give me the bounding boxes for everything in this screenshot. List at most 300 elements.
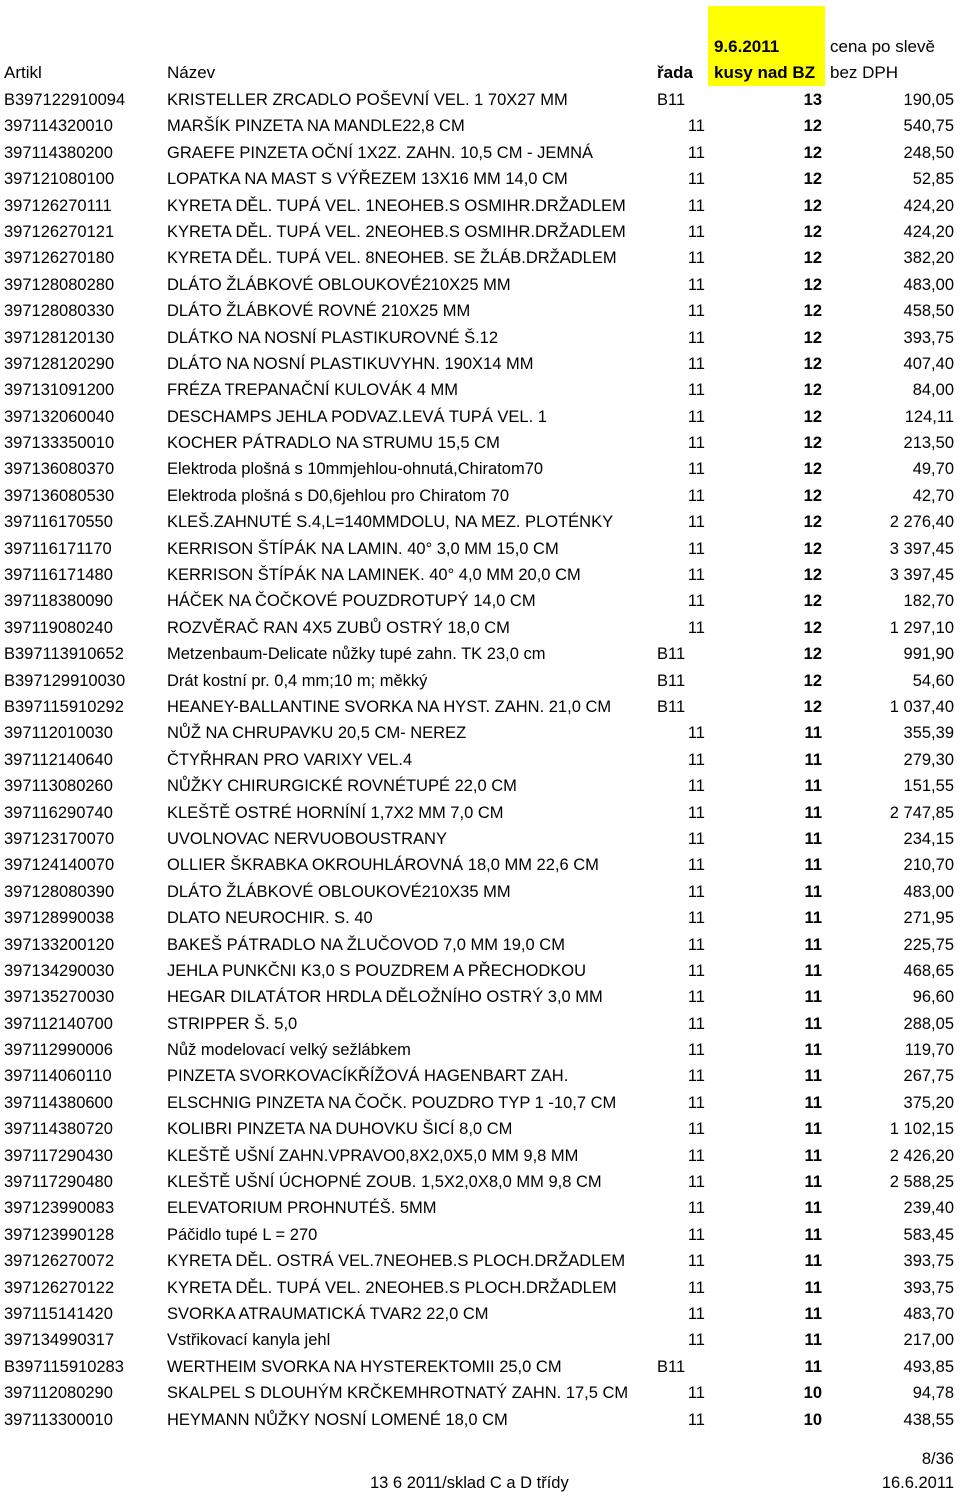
cell-rada: 11 xyxy=(687,434,705,453)
table-row xyxy=(0,87,960,113)
cell-nazev: WERTHEIM SVORKA NA HYSTEREKTOMII 25,0 CM xyxy=(167,1357,562,1376)
table-row xyxy=(0,245,960,271)
cell-cena: 540,75 xyxy=(903,117,954,136)
cell-artikl: B397115910292 xyxy=(4,697,124,716)
cell-artikl: 397131091200 xyxy=(4,381,115,400)
cell-nazev: SKALPEL S DLOUHÝM KRČKEMHROTNATÝ ZAHN. 17,5 CM xyxy=(167,1384,629,1403)
table-row xyxy=(0,747,960,773)
cell-artikl: B397115910283 xyxy=(4,1357,124,1376)
table-row xyxy=(0,1222,960,1248)
cell-kusy: 11 xyxy=(804,961,822,980)
cell-nazev: KLEŠTĚ UŠNÍ ÚCHOPNÉ ZOUB. 1,5X2,0X8,0 MM 9,8 CM xyxy=(167,1173,602,1192)
table-row xyxy=(0,773,960,799)
cell-nazev: Vstřikovací kanyla jehl xyxy=(167,1331,331,1350)
cell-rada: 11 xyxy=(687,829,705,848)
cell-cena: 217,00 xyxy=(903,1331,954,1350)
cell-nazev: NŮŽKY CHIRURGICKÉ ROVNÉTUPÉ 22,0 CM xyxy=(167,777,517,796)
cell-artikl: 397133200120 xyxy=(4,935,115,954)
cell-cena: 271,95 xyxy=(903,909,954,928)
table-row xyxy=(0,1143,960,1169)
cell-kusy: 11 xyxy=(804,1173,822,1192)
cell-artikl: 397134990317 xyxy=(4,1331,115,1350)
cell-nazev: DLATO NEUROCHIR. S. 40 xyxy=(167,909,373,928)
cell-artikl: 397116171170 xyxy=(4,539,112,558)
cell-cena: 393,75 xyxy=(903,328,954,347)
cell-nazev: DLÁTO NA NOSNÍ PLASTIKUVYHN. 190X14 MM xyxy=(167,354,534,373)
cell-cena: 991,90 xyxy=(903,645,954,664)
cell-rada: 11 xyxy=(687,882,705,901)
cell-kusy: 12 xyxy=(803,328,822,347)
cell-kusy: 11 xyxy=(804,1252,822,1271)
table-row xyxy=(0,641,960,667)
cell-artikl: 397117290430 xyxy=(4,1146,113,1165)
cell-cena: 234,15 xyxy=(903,829,954,848)
table-row xyxy=(0,1037,960,1063)
cell-rada: 11 xyxy=(687,1225,705,1244)
table-row xyxy=(0,1380,960,1406)
cell-kusy: 12 xyxy=(803,645,822,664)
cell-nazev: OLLIER ŠKRABKA OKROUHLÁROVNÁ 18,0 MM 22,6 CM xyxy=(167,856,599,875)
cell-cena: 96,60 xyxy=(912,988,954,1007)
cell-rada: 11 xyxy=(687,1120,705,1139)
cell-rada: 11 xyxy=(687,1067,705,1086)
cell-kusy: 12 xyxy=(803,539,822,558)
cell-nazev: HEGAR DILATÁTOR HRDLA DĚLOŽNÍHO OSTRÝ 3,0 MM xyxy=(167,988,603,1007)
cell-artikl: 397126270121 xyxy=(4,222,115,241)
cell-rada: 11 xyxy=(687,328,705,347)
cell-nazev: HEYMANN NŮŽKY NOSNÍ LOMENÉ 18,0 CM xyxy=(167,1410,508,1429)
table-row xyxy=(0,1116,960,1142)
cell-cena: 84,00 xyxy=(912,381,954,400)
cell-nazev: ELSCHNIG PINZETA NA ČOČK. POUZDRO TYP 1 -10,7 CM xyxy=(167,1093,617,1112)
cell-rada: 11 xyxy=(687,1014,705,1033)
cell-cena: 190,05 xyxy=(903,91,954,109)
cell-kusy: 12 xyxy=(803,222,822,241)
cell-artikl: 397123990128 xyxy=(4,1225,115,1244)
cell-nazev: KLEŠTĚ OSTRÉ HORNÍNÍ 1,7X2 MM 7,0 CM xyxy=(167,803,504,822)
cell-cena: 483,00 xyxy=(903,275,954,294)
table-row xyxy=(0,351,960,377)
cell-cena: 583,45 xyxy=(903,1225,954,1244)
cell-nazev: KYRETA DĚL. TUPÁ VEL. 8NEOHEB. SE ŽLÁB.DRŽADLEM xyxy=(167,249,617,268)
cell-nazev: MARŠÍK PINZETA NA MANDLE22,8 CM xyxy=(167,117,465,136)
cell-cena: 393,75 xyxy=(903,1278,954,1297)
cell-nazev: Elektroda plošná s 10mmjehlou-ohnutá,Chiratom70 xyxy=(167,460,544,479)
cell-cena: 382,20 xyxy=(903,249,954,268)
cell-kusy: 12 xyxy=(803,143,822,162)
table-header xyxy=(0,0,960,86)
cell-rada: 11 xyxy=(687,777,705,796)
cell-rada: 11 xyxy=(687,302,705,321)
cell-nazev: KERRISON ŠTÍPÁK NA LAMIN. 40° 3,0 MM 15,0 CM xyxy=(167,539,559,558)
cell-rada: 11 xyxy=(687,222,705,241)
cell-cena: 438,55 xyxy=(903,1410,954,1429)
table-row xyxy=(0,140,960,166)
cell-kusy: 12 xyxy=(803,302,822,321)
cell-nazev: ELEVATORIUM PROHNUTÉŠ. 5MM xyxy=(167,1199,437,1218)
cell-cena: 2 588,25 xyxy=(889,1173,954,1192)
cell-artikl: 397126270072 xyxy=(4,1252,115,1271)
cell-artikl: 397112990006 xyxy=(4,1041,113,1060)
header-cena-sub: bez DPH xyxy=(830,63,899,82)
cell-artikl: 397126270122 xyxy=(4,1278,115,1297)
cell-nazev: LOPATKA NA MAST S VÝŘEZEM 13X16 MM 14,0 CM xyxy=(167,170,568,189)
table-row xyxy=(0,1195,960,1221)
cell-kusy: 11 xyxy=(804,1014,822,1033)
cell-cena: 210,70 xyxy=(903,856,954,875)
cell-rada: 11 xyxy=(687,381,705,400)
table-row xyxy=(0,456,960,482)
footer-caption: 13 6 2011/sklad C a D třídy xyxy=(370,1474,569,1492)
cell-kusy: 11 xyxy=(804,724,822,743)
table-row xyxy=(0,1063,960,1089)
cell-artikl: 397114060110 xyxy=(4,1067,112,1086)
cell-nazev: DLÁTO ŽLÁBKOVÉ ROVNÉ 210X25 MM xyxy=(167,302,471,321)
cell-cena: 3 397,45 xyxy=(889,566,954,585)
cell-artikl: 397112010030 xyxy=(4,724,113,743)
cell-artikl: B397113910652 xyxy=(4,645,124,664)
cell-kusy: 12 xyxy=(803,196,822,215)
cell-kusy: 12 xyxy=(803,275,822,294)
cell-rada: 11 xyxy=(687,750,705,769)
cell-cena: 182,70 xyxy=(903,592,954,611)
cell-artikl: 397128080390 xyxy=(4,882,115,901)
cell-rada: 11 xyxy=(687,486,705,505)
cell-cena: 151,55 xyxy=(903,777,954,796)
table-row xyxy=(0,852,960,878)
cell-cena: 458,50 xyxy=(903,302,954,321)
cell-artikl: 397114380200 xyxy=(4,143,113,162)
cell-kusy: 12 xyxy=(803,407,822,426)
table-row xyxy=(0,325,960,351)
cell-artikl: 397118380090 xyxy=(4,592,113,611)
cell-kusy: 12 xyxy=(803,618,822,637)
cell-cena: 239,40 xyxy=(903,1199,954,1218)
cell-kusy: 12 xyxy=(803,592,822,611)
table-row xyxy=(0,219,960,245)
cell-artikl: 397119080240 xyxy=(4,618,113,637)
cell-rada: B11 xyxy=(657,697,686,716)
table-row xyxy=(0,483,960,509)
table-row xyxy=(0,536,960,562)
table-row xyxy=(0,1248,960,1274)
table-row xyxy=(0,272,960,298)
cell-artikl: 397114380600 xyxy=(4,1093,113,1112)
cell-cena: 468,65 xyxy=(903,961,954,980)
cell-nazev: Elektroda plošná s D0,6jehlou pro Chiratom 70 xyxy=(167,486,510,505)
table-row xyxy=(0,826,960,852)
cell-artikl: 397112080290 xyxy=(4,1384,113,1403)
cell-cena: 2 747,85 xyxy=(889,803,954,822)
cell-nazev: NŮŽ NA CHRUPAVKU 20,5 CM- NEREZ xyxy=(167,724,467,743)
cell-rada: 11 xyxy=(687,803,705,822)
cell-kusy: 11 xyxy=(804,935,822,954)
header-cena: cena po slevě xyxy=(830,37,935,56)
cell-cena: 483,00 xyxy=(903,882,954,901)
cell-kusy: 11 xyxy=(804,882,822,901)
cell-kusy: 11 xyxy=(804,1120,822,1139)
cell-kusy: 11 xyxy=(804,1278,822,1297)
table-row xyxy=(0,404,960,430)
cell-kusy: 12 xyxy=(803,170,822,189)
cell-artikl: 397136080530 xyxy=(4,486,115,505)
cell-nazev: Páčidlo tupé L = 270 xyxy=(167,1225,318,1244)
cell-rada: 11 xyxy=(687,566,705,585)
cell-cena: 54,60 xyxy=(912,671,954,690)
cell-cena: 225,75 xyxy=(903,935,954,954)
footer-date: 16.6.2011 xyxy=(881,1474,954,1492)
cell-kusy: 11 xyxy=(804,750,822,769)
cell-rada: 11 xyxy=(687,1252,705,1271)
cell-artikl: 397116170550 xyxy=(4,513,113,532)
cell-kusy: 12 xyxy=(803,460,822,479)
cell-rada: 11 xyxy=(687,1410,705,1429)
table-row xyxy=(0,905,960,931)
cell-rada: 11 xyxy=(687,249,705,268)
cell-artikl: 397126270111 xyxy=(4,196,112,215)
cell-nazev: ČTYŘHRAN PRO VARIXY VEL.4 xyxy=(167,750,413,769)
table-row xyxy=(0,113,960,139)
cell-rada: 11 xyxy=(687,856,705,875)
cell-cena: 424,20 xyxy=(903,222,954,241)
cell-rada: 11 xyxy=(687,1041,705,1060)
header-artikl: Artikl xyxy=(4,63,42,82)
cell-artikl: 397114320010 xyxy=(4,117,113,136)
cell-rada: 11 xyxy=(687,539,705,558)
cell-cena: 213,50 xyxy=(903,434,954,453)
cell-kusy: 11 xyxy=(804,1093,822,1112)
cell-nazev: KERRISON ŠTÍPÁK NA LAMINEK. 40° 4,0 MM 20,0 CM xyxy=(167,566,581,585)
cell-rada: B11 xyxy=(657,1357,686,1376)
cell-artikl: 397128120290 xyxy=(4,354,115,373)
cell-nazev: UVOLNOVAC NERVUOBOUSTRANY xyxy=(167,829,447,848)
cell-artikl: 397123170070 xyxy=(4,829,115,848)
header-rada: řada xyxy=(657,63,693,82)
cell-nazev: BAKEŠ PÁTRADLO NA ŽLUČOVOD 7,0 MM 19,0 CM xyxy=(167,935,565,954)
cell-cena: 52,85 xyxy=(912,170,954,189)
table-row xyxy=(0,668,960,694)
cell-rada: 11 xyxy=(687,1173,705,1192)
cell-nazev: KYRETA DĚL. TUPÁ VEL. 1NEOHEB.S OSMIHR.DRŽADLEM xyxy=(167,196,626,215)
table-row xyxy=(0,509,960,535)
cell-rada: 11 xyxy=(687,1278,705,1297)
cell-cena: 393,75 xyxy=(903,1252,954,1271)
cell-nazev: KYRETA DĚL. OSTRÁ VEL.7NEOHEB.S PLOCH.DRŽADLEM xyxy=(167,1252,626,1271)
table-row xyxy=(0,562,960,588)
cell-artikl: 397112140700 xyxy=(4,1014,113,1033)
cell-nazev: DLÁTKO NA NOSNÍ PLASTIKUROVNÉ Š.12 xyxy=(167,328,499,347)
cell-nazev: Nůž modelovací velký sežlábkem xyxy=(167,1041,411,1060)
cell-nazev: Drát kostní pr. 0,4 mm;10 m; měkký xyxy=(167,671,428,690)
cell-rada: B11 xyxy=(657,91,686,109)
cell-rada: 11 xyxy=(687,724,705,743)
cell-cena: 355,39 xyxy=(903,724,954,743)
cell-nazev: DLÁTO ŽLÁBKOVÉ OBLOUKOVÉ210X25 MM xyxy=(167,275,511,294)
header-nazev: Název xyxy=(167,63,216,82)
cell-rada: 11 xyxy=(687,1146,705,1165)
cell-artikl: 397128080330 xyxy=(4,302,115,321)
table-row xyxy=(0,588,960,614)
cell-artikl: 397132060040 xyxy=(4,407,115,426)
table-row xyxy=(0,1169,960,1195)
cell-cena: 49,70 xyxy=(912,460,954,479)
cell-cena: 407,40 xyxy=(903,354,954,373)
cell-kusy: 12 xyxy=(803,671,822,690)
cell-artikl: 397113080260 xyxy=(4,777,113,796)
cell-kusy: 11 xyxy=(804,1146,822,1165)
cell-kusy: 11 xyxy=(804,988,822,1007)
table-row xyxy=(0,720,960,746)
cell-kusy: 12 xyxy=(803,354,822,373)
table-row xyxy=(0,298,960,324)
table-row xyxy=(0,1407,960,1433)
cell-nazev: JEHLA PUNKČNI K3,0 S POUZDREM A PŘECHODKOU xyxy=(167,961,587,980)
cell-nazev: FRÉZA TREPANAČNÍ KULOVÁK 4 MM xyxy=(167,381,458,400)
page-number: 8/36 xyxy=(921,1450,954,1468)
cell-kusy: 13 xyxy=(803,91,822,109)
cell-rada: 11 xyxy=(687,143,705,162)
cell-nazev: KOCHER PÁTRADLO NA STRUMU 15,5 CM xyxy=(167,434,500,453)
table-row xyxy=(0,1327,960,1353)
cell-nazev: ROZVĚRAČ RAN 4X5 ZUBŮ OSTRÝ 18,0 CM xyxy=(167,618,510,637)
cell-kusy: 12 xyxy=(803,381,822,400)
cell-nazev: PINZETA SVORKOVACÍKŘÍŽOVÁ HAGENBART ZAH. xyxy=(167,1067,569,1086)
cell-cena: 1 102,15 xyxy=(889,1120,954,1139)
table-row xyxy=(0,1011,960,1037)
cell-cena: 424,20 xyxy=(903,196,954,215)
cell-nazev: KRISTELLER ZRCADLO POŠEVNÍ VEL. 1 70X27 MM xyxy=(167,91,568,109)
cell-kusy: 12 xyxy=(803,566,822,585)
table-row xyxy=(0,800,960,826)
cell-kusy: 12 xyxy=(803,117,822,136)
table-row xyxy=(0,1354,960,1380)
cell-nazev: KYRETA DĚL. TUPÁ VEL. 2NEOHEB.S PLOCH.DRŽADLEM xyxy=(167,1278,617,1297)
cell-rada: 11 xyxy=(687,1199,705,1218)
cell-cena: 375,20 xyxy=(903,1093,954,1112)
cell-cena: 3 397,45 xyxy=(889,539,954,558)
cell-rada: 11 xyxy=(687,170,705,189)
cell-rada: 11 xyxy=(687,1093,705,1112)
cell-kusy: 11 xyxy=(804,1041,822,1060)
cell-cena: 124,11 xyxy=(904,407,954,426)
cell-artikl: 397121080100 xyxy=(4,170,115,189)
cell-rada: 11 xyxy=(687,354,705,373)
cell-nazev: SVORKA ATRAUMATICKÁ TVAR2 22,0 CM xyxy=(167,1304,489,1323)
cell-artikl: 397116171480 xyxy=(4,566,113,585)
table-row xyxy=(0,1090,960,1116)
cell-cena: 1 037,40 xyxy=(889,697,954,716)
cell-artikl: 397113300010 xyxy=(4,1410,113,1429)
table-row xyxy=(0,958,960,984)
cell-artikl: 397135270030 xyxy=(4,988,115,1007)
cell-artikl: 397115141420 xyxy=(4,1304,113,1323)
cell-rada: 11 xyxy=(687,513,705,532)
cell-kusy: 12 xyxy=(803,697,822,716)
table-row xyxy=(0,694,960,720)
table-row xyxy=(0,430,960,456)
header-kusy: kusy nad BZ xyxy=(714,63,816,82)
cell-nazev: KLEŠ.ZAHNUTÉ S.4,L=140MMDOLU, NA MEZ. PLOTÉNKY xyxy=(167,513,614,532)
table-row xyxy=(0,193,960,219)
cell-kusy: 12 xyxy=(803,249,822,268)
cell-rada: B11 xyxy=(657,671,686,690)
cell-nazev: KLEŠTĚ UŠNÍ ZAHN.VPRAVO0,8X2,0X5,0 MM 9,8 MM xyxy=(167,1146,579,1165)
cell-kusy: 11 xyxy=(804,856,822,875)
cell-rada: 11 xyxy=(687,988,705,1007)
cell-nazev: HEANEY-BALLANTINE SVORKA NA HYST. ZAHN. 21,0 CM xyxy=(167,697,612,716)
cell-cena: 2 276,40 xyxy=(889,513,954,532)
table-row xyxy=(0,879,960,905)
table-row xyxy=(0,377,960,403)
cell-rada: 11 xyxy=(687,618,705,637)
cell-nazev: GRAEFE PINZETA OČNÍ 1X2Z. ZAHN. 10,5 CM - JEMNÁ xyxy=(167,143,594,162)
cell-cena: 288,05 xyxy=(903,1014,954,1033)
cell-rada: 11 xyxy=(687,592,705,611)
cell-artikl: B397122910094 xyxy=(4,91,126,109)
table-row xyxy=(0,615,960,641)
cell-cena: 483,70 xyxy=(903,1304,954,1323)
cell-kusy: 11 xyxy=(804,803,822,822)
cell-kusy: 11 xyxy=(804,909,822,928)
cell-artikl: 397124140070 xyxy=(4,856,115,875)
table-row xyxy=(0,1275,960,1301)
table-row xyxy=(0,1301,960,1327)
cell-artikl: 397134290030 xyxy=(4,961,115,980)
cell-cena: 248,50 xyxy=(903,143,954,162)
cell-artikl: 397116290740 xyxy=(4,803,113,822)
cell-cena: 94,78 xyxy=(912,1384,954,1403)
cell-rada: 11 xyxy=(687,460,705,479)
cell-nazev: DLÁTO ŽLÁBKOVÉ OBLOUKOVÉ210X35 MM xyxy=(167,882,511,901)
cell-artikl: 397128120130 xyxy=(4,328,115,347)
cell-cena: 279,30 xyxy=(903,750,954,769)
cell-rada: 11 xyxy=(687,196,705,215)
cell-artikl: 397128080280 xyxy=(4,275,115,294)
cell-cena: 267,75 xyxy=(903,1067,954,1086)
cell-kusy: 11 xyxy=(804,1225,822,1244)
cell-kusy: 12 xyxy=(803,434,822,453)
cell-rada: 11 xyxy=(687,407,705,426)
cell-artikl: 397112140640 xyxy=(4,750,113,769)
cell-rada: 11 xyxy=(687,1384,705,1403)
cell-artikl: 397136080370 xyxy=(4,460,115,479)
cell-artikl: 397126270180 xyxy=(4,249,115,268)
header-date: 9.6.2011 xyxy=(714,37,780,56)
cell-kusy: 11 xyxy=(804,1357,822,1376)
cell-rada: 11 xyxy=(687,275,705,294)
cell-artikl: 397133350010 xyxy=(4,434,115,453)
table-row xyxy=(0,932,960,958)
cell-rada: 11 xyxy=(687,961,705,980)
cell-rada: 11 xyxy=(687,909,705,928)
cell-cena: 493,85 xyxy=(903,1357,954,1376)
cell-kusy: 11 xyxy=(804,829,822,848)
cell-rada: B11 xyxy=(657,645,686,664)
cell-nazev: HÁČEK NA ČOČKOVÉ POUZDROTUPÝ 14,0 CM xyxy=(167,592,536,611)
cell-artikl: 397128990038 xyxy=(4,909,115,928)
cell-cena: 119,70 xyxy=(904,1041,954,1060)
cell-cena: 2 426,20 xyxy=(889,1146,954,1165)
cell-kusy: 12 xyxy=(803,513,822,532)
cell-artikl: B397129910030 xyxy=(4,671,126,690)
cell-artikl: 397123990083 xyxy=(4,1199,115,1218)
cell-cena: 42,70 xyxy=(912,486,954,505)
cell-kusy: 11 xyxy=(804,1067,822,1086)
cell-kusy: 12 xyxy=(803,486,822,505)
cell-kusy: 11 xyxy=(804,1331,822,1350)
cell-rada: 11 xyxy=(687,1304,705,1323)
cell-nazev: Metzenbaum-Delicate nůžky tupé zahn. TK 23,0 cm xyxy=(167,645,546,664)
